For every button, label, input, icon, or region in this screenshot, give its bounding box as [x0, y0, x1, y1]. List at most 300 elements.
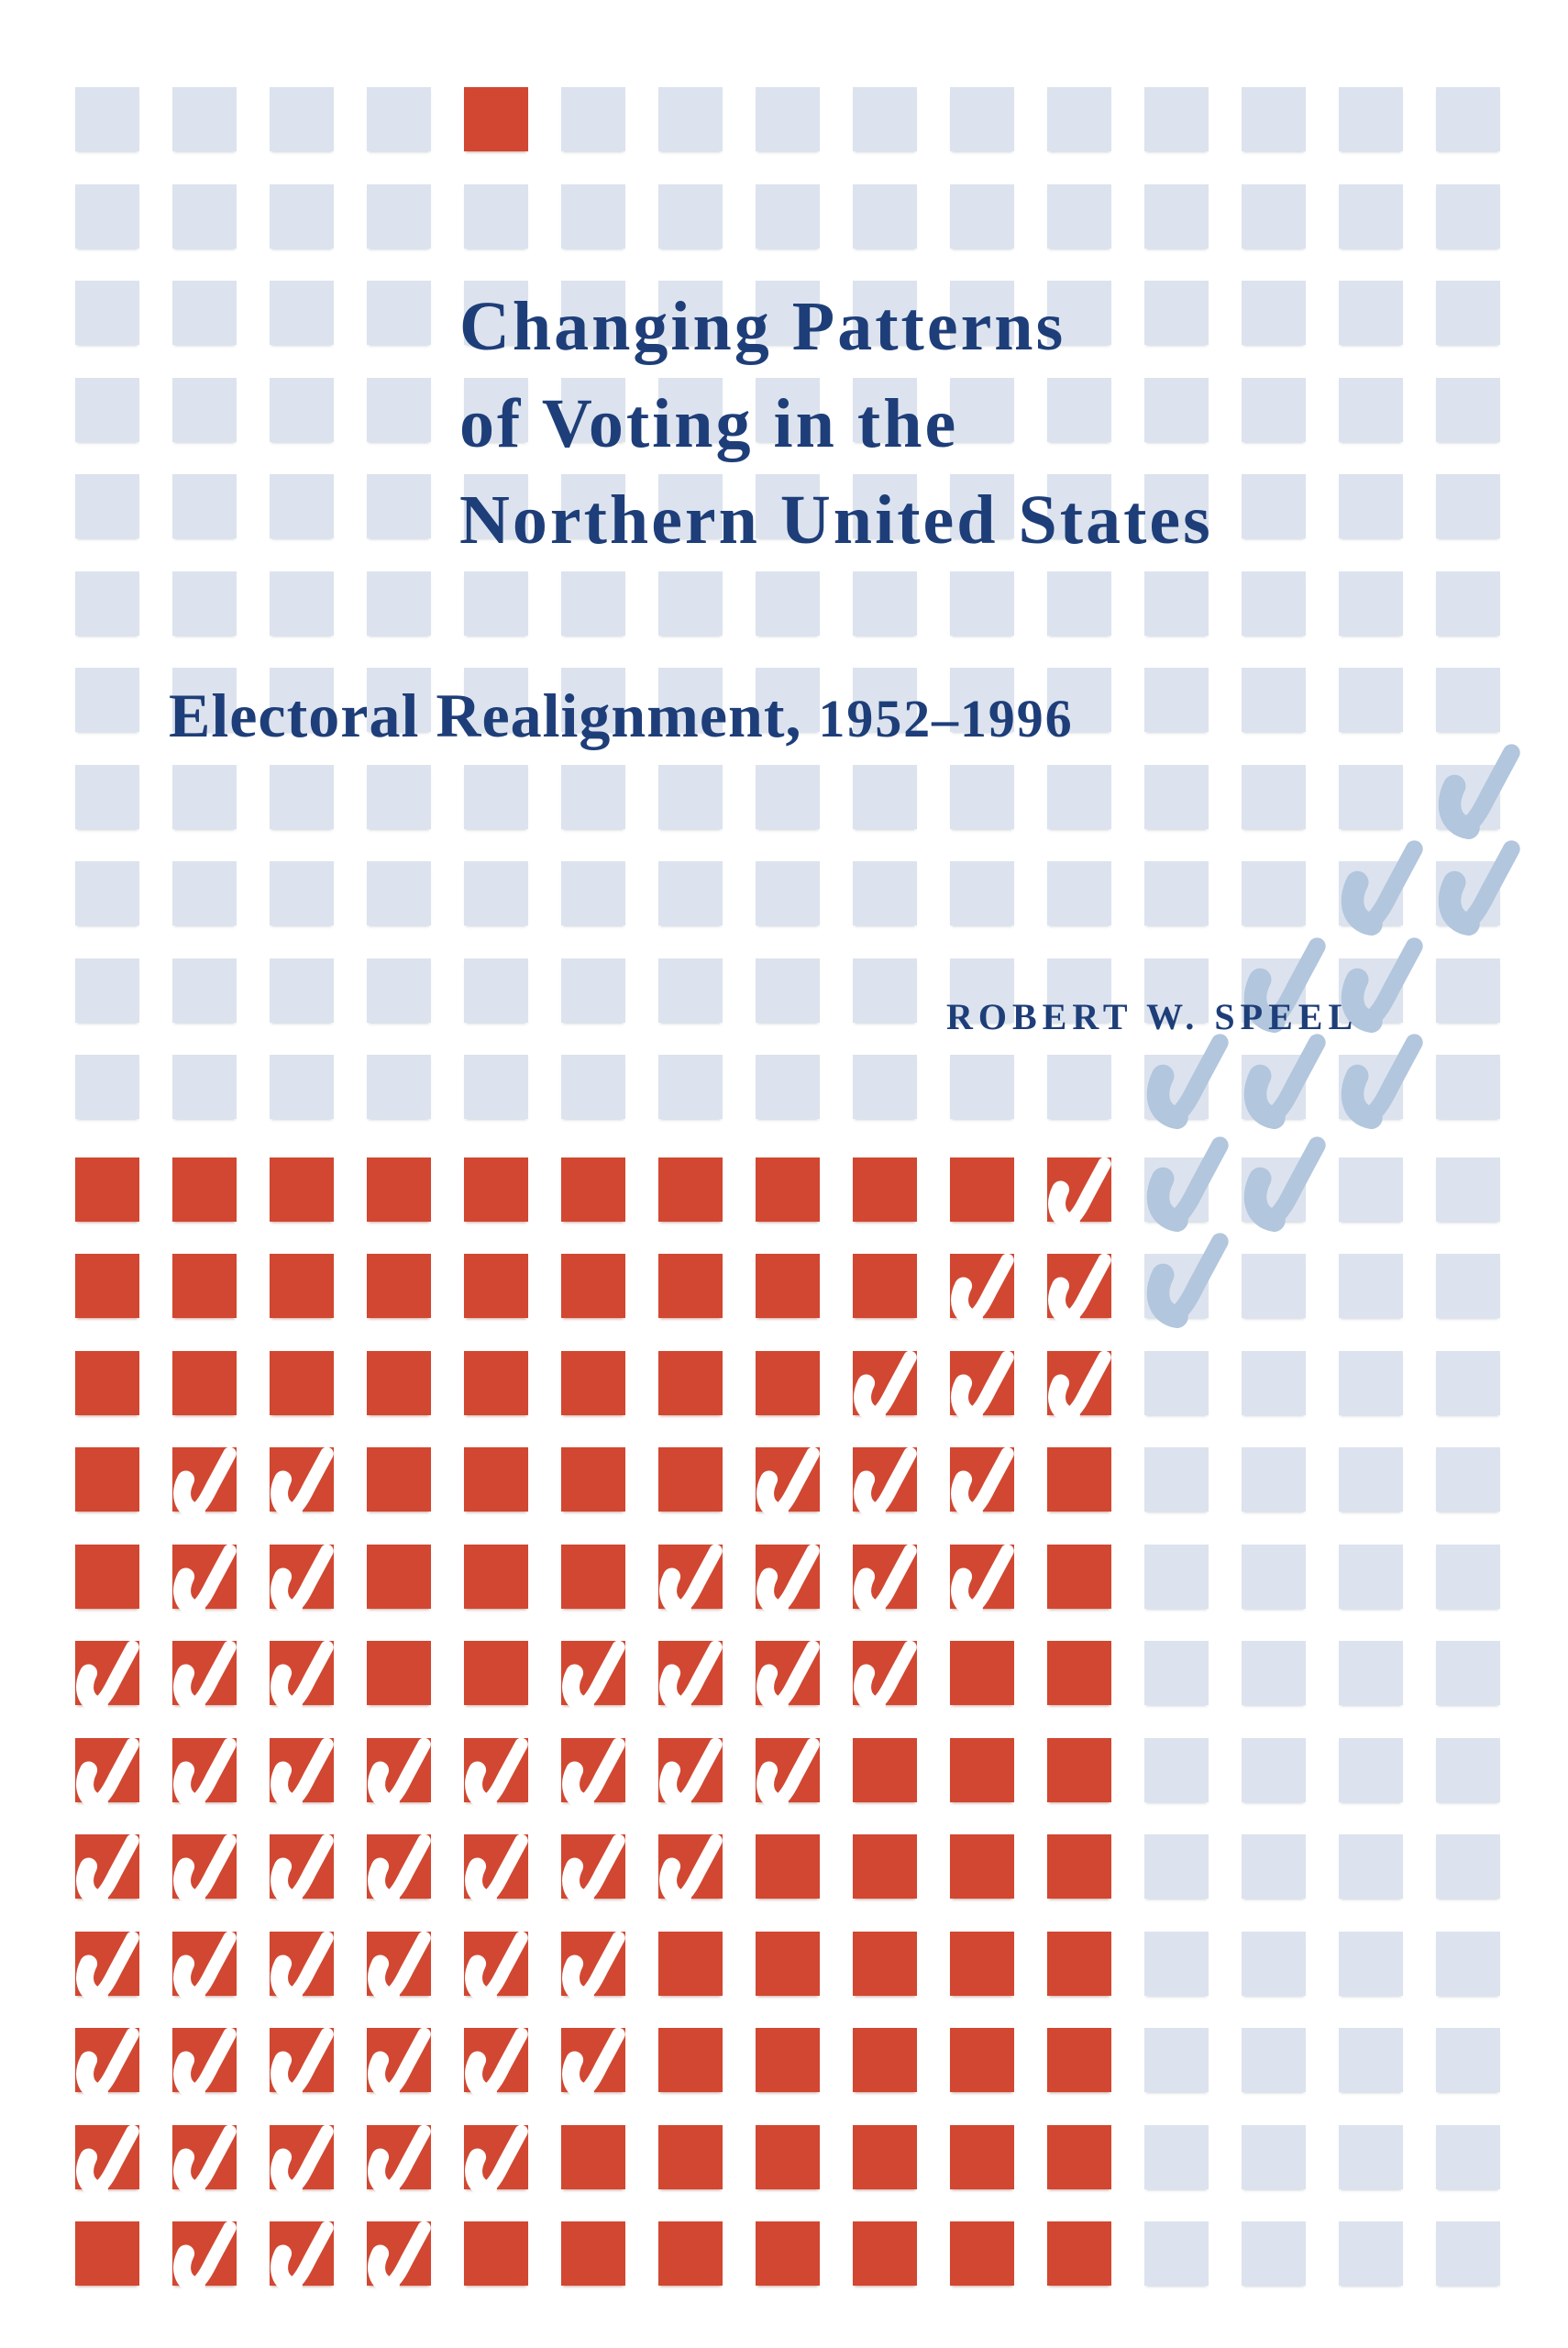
checkmark-icon	[368, 1832, 429, 1901]
light-square	[172, 1055, 237, 1119]
red-square	[270, 1351, 334, 1415]
checkmark-icon	[951, 1348, 1012, 1418]
light-square	[75, 1055, 139, 1119]
red-square	[658, 2221, 723, 2286]
light-square	[1242, 1834, 1306, 1899]
red-check-square	[172, 1932, 237, 1996]
light-square	[367, 281, 431, 345]
checkmark-icon	[562, 1929, 624, 1999]
red-square	[658, 2125, 723, 2189]
light-square	[75, 765, 139, 829]
light-square	[1436, 1351, 1500, 1415]
light-square	[1436, 184, 1500, 249]
blue-check-square	[1242, 1055, 1306, 1119]
checkmark-icon	[1048, 1155, 1110, 1224]
light-square	[1242, 474, 1306, 538]
red-check-square	[270, 1834, 334, 1899]
checkmark-icon	[271, 1929, 332, 1999]
checkmark-icon	[1246, 1130, 1321, 1227]
red-square	[561, 1157, 625, 1222]
red-check-square	[658, 1641, 723, 1705]
light-square	[561, 861, 625, 925]
checkmark-icon	[368, 2122, 429, 2192]
red-square	[561, 2125, 625, 2189]
red-square	[950, 1834, 1014, 1899]
light-square	[950, 87, 1014, 151]
red-square	[367, 1254, 431, 1318]
red-check-square	[658, 1738, 723, 1802]
checkmark-icon	[271, 2122, 332, 2192]
light-square	[1436, 1254, 1500, 1318]
light-square	[464, 958, 528, 1023]
red-square	[756, 1254, 820, 1318]
light-square	[756, 87, 820, 151]
light-square	[853, 87, 917, 151]
light-square	[1144, 668, 1209, 732]
red-check-square	[270, 2028, 334, 2092]
light-square	[658, 184, 723, 249]
red-square	[853, 1834, 917, 1899]
light-square	[561, 184, 625, 249]
red-square	[367, 1447, 431, 1512]
light-square	[1242, 1641, 1306, 1705]
light-square	[853, 861, 917, 925]
red-check-square	[172, 1447, 237, 1512]
red-square	[1047, 1738, 1111, 1802]
red-check-square	[1047, 1254, 1111, 1318]
light-square	[561, 571, 625, 636]
light-square	[75, 184, 139, 249]
checkmark-icon	[271, 1735, 332, 1805]
red-check-square	[756, 1545, 820, 1609]
checkmark-icon	[854, 1638, 915, 1708]
red-check-square	[75, 1738, 139, 1802]
light-square	[1144, 765, 1209, 829]
red-square	[853, 1157, 917, 1222]
light-square	[1339, 281, 1403, 345]
red-check-square	[172, 1545, 237, 1609]
light-square	[172, 378, 237, 442]
red-check-square	[172, 1738, 237, 1802]
light-square	[1339, 1545, 1403, 1609]
subtitle-text: Electoral Realignment,	[169, 681, 819, 750]
checkmark-icon	[271, 1832, 332, 1901]
light-square	[464, 861, 528, 925]
light-square	[1242, 1932, 1306, 1996]
light-square	[270, 184, 334, 249]
blue-check-square	[1144, 1055, 1209, 1119]
red-check-square	[367, 2028, 431, 2092]
checkmark-icon	[173, 1542, 235, 1611]
light-square	[756, 765, 820, 829]
checkmark-icon	[76, 2025, 138, 2095]
light-square	[1047, 571, 1111, 636]
checkmark-icon	[1149, 1130, 1224, 1227]
red-check-square	[658, 1545, 723, 1609]
red-check-square	[756, 1641, 820, 1705]
red-square	[756, 2221, 820, 2286]
checkmark-icon	[756, 1445, 818, 1514]
checkmark-icon	[854, 1348, 915, 1418]
checkmark-icon	[465, 1832, 526, 1901]
red-check-square	[853, 1447, 917, 1512]
light-square	[658, 958, 723, 1023]
red-check-square	[367, 1834, 431, 1899]
light-square	[1339, 2028, 1403, 2092]
light-square	[75, 281, 139, 345]
red-check-square	[464, 1738, 528, 1802]
red-square	[756, 1351, 820, 1415]
red-check-square	[75, 2125, 139, 2189]
light-square	[1242, 1545, 1306, 1609]
light-square	[1436, 1055, 1500, 1119]
light-square	[367, 571, 431, 636]
red-square	[75, 2221, 139, 2286]
light-square	[172, 765, 237, 829]
light-square	[1242, 1738, 1306, 1802]
checkmark-icon	[562, 1832, 624, 1901]
book-title	[459, 279, 1213, 570]
light-square	[367, 1055, 431, 1119]
light-square	[853, 958, 917, 1023]
light-square	[1144, 571, 1209, 636]
title-line-3: Northern United States	[459, 482, 1213, 559]
light-square	[1242, 87, 1306, 151]
red-square	[853, 1738, 917, 1802]
checkmark-icon	[562, 1638, 624, 1708]
red-square	[561, 1447, 625, 1512]
light-square	[1339, 184, 1403, 249]
light-square	[658, 861, 723, 925]
red-square	[464, 1351, 528, 1415]
red-check-square	[172, 1834, 237, 1899]
checkmark-icon	[562, 1735, 624, 1805]
red-check-square	[950, 1545, 1014, 1609]
light-square	[658, 87, 723, 151]
red-check-square	[270, 1545, 334, 1609]
light-square	[75, 861, 139, 925]
light-square	[1436, 474, 1500, 538]
title-line-2: of Voting in the	[459, 384, 959, 462]
light-square	[1144, 1447, 1209, 1512]
light-square	[270, 87, 334, 151]
light-square	[1339, 668, 1403, 732]
light-square	[1436, 2221, 1500, 2286]
light-square	[172, 571, 237, 636]
light-square	[464, 765, 528, 829]
red-square	[756, 1932, 820, 1996]
light-square	[75, 378, 139, 442]
light-square	[1436, 668, 1500, 732]
red-square	[658, 1254, 723, 1318]
red-check-square	[367, 2221, 431, 2286]
red-check-square	[270, 1932, 334, 1996]
light-square	[1436, 378, 1500, 442]
red-check-square	[172, 1641, 237, 1705]
red-square	[853, 1254, 917, 1318]
checkmark-icon	[173, 1735, 235, 1805]
light-square	[172, 281, 237, 345]
light-square	[270, 958, 334, 1023]
red-check-square	[75, 1932, 139, 1996]
light-square	[1339, 378, 1403, 442]
light-square	[950, 861, 1014, 925]
red-square	[1047, 1545, 1111, 1609]
light-square	[853, 571, 917, 636]
checkmark-icon	[1048, 1251, 1110, 1321]
red-square	[172, 1254, 237, 1318]
light-square	[950, 571, 1014, 636]
light-square	[658, 765, 723, 829]
light-square	[1339, 1351, 1403, 1415]
light-square	[1339, 1447, 1403, 1512]
red-check-square	[75, 1834, 139, 1899]
red-square	[75, 1254, 139, 1318]
checkmark-icon	[854, 1542, 915, 1611]
checkmark-icon	[465, 2025, 526, 2095]
red-square	[1047, 2221, 1111, 2286]
light-square	[75, 958, 139, 1023]
title-line-1: Changing Patterns	[459, 288, 1066, 365]
checkmark-icon	[465, 1735, 526, 1805]
light-square	[367, 378, 431, 442]
checkmark-icon	[271, 1445, 332, 1514]
red-check-square	[270, 1447, 334, 1512]
red-square	[367, 1545, 431, 1609]
red-check-square	[561, 1641, 625, 1705]
light-square	[1242, 2125, 1306, 2189]
checkmark-icon	[368, 1929, 429, 1999]
light-square	[1436, 571, 1500, 636]
light-square	[270, 1055, 334, 1119]
light-square	[658, 571, 723, 636]
checkmark-icon	[951, 1251, 1012, 1321]
light-square	[464, 184, 528, 249]
checkmark-icon	[659, 1542, 721, 1611]
red-check-square	[464, 2125, 528, 2189]
red-check-square	[270, 1738, 334, 1802]
light-square	[1339, 1157, 1403, 1222]
red-check-square	[270, 2125, 334, 2189]
red-square	[75, 1157, 139, 1222]
light-square	[172, 474, 237, 538]
checkmark-icon	[659, 1638, 721, 1708]
red-square	[367, 1157, 431, 1222]
red-check-square	[75, 2028, 139, 2092]
red-square	[756, 1157, 820, 1222]
red-check-square	[1047, 1157, 1111, 1222]
light-square	[1242, 668, 1306, 732]
red-check-square	[950, 1447, 1014, 1512]
light-square	[75, 474, 139, 538]
light-square	[756, 184, 820, 249]
checkmark-icon	[76, 2122, 138, 2192]
red-check-square	[464, 1932, 528, 1996]
light-square	[1436, 1641, 1500, 1705]
light-square	[1339, 765, 1403, 829]
checkmark-icon	[76, 1638, 138, 1708]
blue-check-square	[1144, 1157, 1209, 1222]
checkmark-icon	[1149, 1226, 1224, 1324]
checkmark-icon	[854, 1445, 915, 1514]
light-square	[756, 571, 820, 636]
checkmark-icon	[173, 1638, 235, 1708]
checkmark-icon	[1441, 834, 1516, 931]
red-square	[464, 2221, 528, 2286]
red-square	[853, 2125, 917, 2189]
light-square	[1144, 1351, 1209, 1415]
red-square	[367, 1351, 431, 1415]
light-square	[270, 378, 334, 442]
light-square	[1242, 571, 1306, 636]
checkmark-icon	[368, 2025, 429, 2095]
checkmark-icon	[271, 2025, 332, 2095]
blue-check-square	[1339, 861, 1403, 925]
blue-check-square	[1339, 1055, 1403, 1119]
red-square	[658, 2028, 723, 2092]
checkmark-icon	[951, 1445, 1012, 1514]
light-square	[367, 87, 431, 151]
blue-check-square	[1242, 1157, 1306, 1222]
red-square	[756, 1834, 820, 1899]
red-check-square	[367, 1932, 431, 1996]
light-square	[1436, 1834, 1500, 1899]
red-square	[464, 1545, 528, 1609]
light-square	[853, 1055, 917, 1119]
red-square	[172, 1157, 237, 1222]
red-square	[464, 1157, 528, 1222]
red-square	[367, 1641, 431, 1705]
red-square	[464, 87, 528, 151]
light-square	[270, 474, 334, 538]
red-square	[950, 1157, 1014, 1222]
checkmark-icon	[1441, 737, 1516, 835]
red-check-square	[561, 1834, 625, 1899]
red-check-square	[464, 2028, 528, 2092]
red-check-square	[172, 2125, 237, 2189]
checkmark-icon	[173, 1929, 235, 1999]
light-square	[172, 958, 237, 1023]
light-square	[1436, 958, 1500, 1023]
book-author: ROBERT W. SPEEL	[946, 996, 1359, 1037]
red-square	[950, 1932, 1014, 1996]
red-square	[464, 1254, 528, 1318]
light-square	[367, 184, 431, 249]
checkmark-icon	[951, 1542, 1012, 1611]
light-square	[464, 1055, 528, 1119]
light-square	[1436, 2028, 1500, 2092]
light-square	[1436, 1932, 1500, 1996]
subtitle-years: 1952–1996	[818, 689, 1074, 748]
light-square	[561, 958, 625, 1023]
light-square	[1242, 765, 1306, 829]
light-square	[1242, 1254, 1306, 1318]
red-square	[658, 1932, 723, 1996]
red-check-square	[561, 1738, 625, 1802]
checkmark-icon	[271, 1638, 332, 1708]
light-square	[367, 861, 431, 925]
light-square	[75, 87, 139, 151]
red-check-square	[172, 2028, 237, 2092]
checkmark-icon	[368, 1735, 429, 1805]
light-square	[1144, 1545, 1209, 1609]
checkmark-icon	[659, 1735, 721, 1805]
red-check-square	[1047, 1351, 1111, 1415]
red-square	[75, 1545, 139, 1609]
checkmark-icon	[173, 2122, 235, 2192]
light-square	[1242, 1351, 1306, 1415]
light-square	[1047, 1055, 1111, 1119]
checkmark-icon	[562, 2025, 624, 2095]
light-square	[853, 765, 917, 829]
light-square	[270, 571, 334, 636]
light-square	[367, 958, 431, 1023]
red-square	[1047, 2125, 1111, 2189]
book-subtitle	[169, 680, 1074, 752]
checkmark-icon	[1246, 1027, 1321, 1124]
red-square	[950, 1738, 1014, 1802]
checkmark-icon	[271, 1542, 332, 1611]
blue-check-square	[1436, 861, 1500, 925]
red-square	[950, 2125, 1014, 2189]
checkmark-icon	[76, 1832, 138, 1901]
light-square	[270, 281, 334, 345]
light-square	[950, 184, 1014, 249]
light-square	[1047, 861, 1111, 925]
red-square	[756, 2028, 820, 2092]
red-square	[1047, 1447, 1111, 1512]
light-square	[756, 1055, 820, 1119]
light-square	[1436, 1545, 1500, 1609]
light-square	[1339, 1834, 1403, 1899]
light-square	[1144, 1932, 1209, 1996]
red-check-square	[367, 2125, 431, 2189]
light-square	[1144, 2221, 1209, 2286]
red-square	[1047, 2028, 1111, 2092]
red-square	[950, 2221, 1014, 2286]
red-square	[561, 2221, 625, 2286]
red-check-square	[367, 1738, 431, 1802]
red-square	[1047, 1834, 1111, 1899]
light-square	[1436, 281, 1500, 345]
red-check-square	[950, 1351, 1014, 1415]
red-check-square	[853, 1351, 917, 1415]
light-square	[1047, 765, 1111, 829]
checkmark-icon	[465, 2122, 526, 2192]
light-square	[172, 87, 237, 151]
light-square	[1339, 2125, 1403, 2189]
red-square	[561, 1254, 625, 1318]
checkmark-icon	[1048, 1348, 1110, 1418]
red-square	[658, 1351, 723, 1415]
light-square	[270, 765, 334, 829]
light-square	[1339, 1641, 1403, 1705]
checkmark-icon	[465, 1929, 526, 1999]
light-square	[561, 765, 625, 829]
light-square	[1242, 2028, 1306, 2092]
red-square	[172, 1351, 237, 1415]
light-square	[1339, 1738, 1403, 1802]
checkmark-icon	[756, 1735, 818, 1805]
light-square	[1436, 1738, 1500, 1802]
red-square	[950, 1641, 1014, 1705]
red-check-square	[853, 1641, 917, 1705]
light-square	[1144, 1641, 1209, 1705]
red-square	[464, 1447, 528, 1512]
light-square	[561, 87, 625, 151]
light-square	[1242, 184, 1306, 249]
light-square	[1242, 1447, 1306, 1512]
